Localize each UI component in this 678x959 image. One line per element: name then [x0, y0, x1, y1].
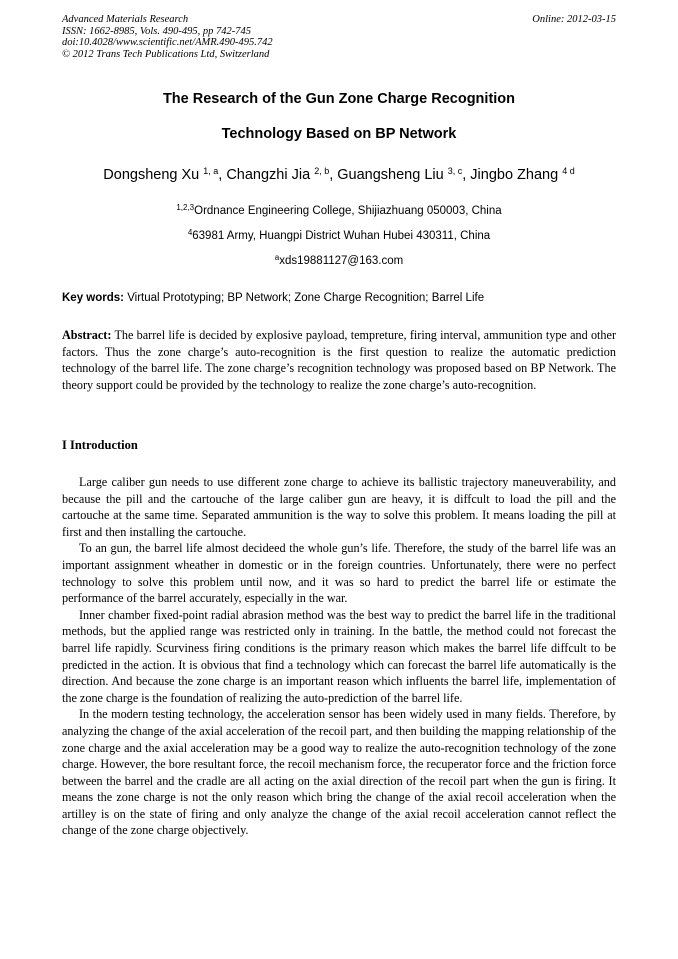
- keywords: [62, 292, 616, 304]
- paragraph: To an gun, the barrel life almost decideed the whole gun’s life. Therefore, the study of the barrel life was an important assignment wheather in domestic or in the foreign countries. Unfortunately, there were no perfect technology to solve this problem until now, and it was so hard to predict the barrel life or estimate the performance of the barrel accurately, especially in the war.: [62, 541, 616, 606]
- abstract-label: Abstract:: [62, 328, 112, 342]
- author-affiliation-mark: 3, c: [447, 166, 463, 176]
- author-affiliation-mark: 1, a: [203, 166, 219, 176]
- paragraph: In the modern testing technology, the acceleration sensor has been widely used in many fields. Therefore, by analyzing the change of the axial acceleration of the recoil part, and then building the mapping relationship of the zone charge and the axial acceleration may be a good way to realize the auto-recognition technology of the zone charge. However, the bore resultant force, the recoil mechanism force, the recuperator force and the friction force between the barrel and the cradle are all acting on the axial direction of the recoil part when the gun is firing. It means the zone charge is not the only reason which bring the change of the axial recoil acceleration when the artilley is on the state of firing and only analyze the change of the axial recoil acceleration cannot reflect the change of the zone charge objectively.: [62, 707, 616, 838]
- paragraph: Large caliber gun needs to use different zone charge to achieve its ballistic trajectory maneuverability, and because the pill and the cartouche of the large caliber gun are heavy, it is diffcult to load the pill and the cartouche at the same time. Separated ammunition is the way to solve this problem. It means loading the pill at first and then installing the cartouche.: [62, 475, 616, 539]
- journal-name: Advanced Materials Research: [62, 14, 189, 25]
- affiliation-text: 63981 Army, Huangpi District Wuhan Hubei 430311, China: [192, 230, 491, 242]
- author-name: Dongsheng Xu: [103, 167, 200, 183]
- author-affiliation-mark: 2, b: [314, 166, 330, 176]
- paper-title-line-1: The Research of the Gun Zone Charge Recognition: [162, 91, 516, 107]
- affiliation-email: [62, 253, 616, 267]
- affiliation-2: [62, 228, 616, 242]
- abstract-text: The barrel life is decided by explosive payload, tempreture, firing interval, ammunition type and other factors. Thus the zone charge’s auto-recognition is the first question to realize the automatic prediction technology of the barrel life. The zone charge’s recognition technology was proposed based on BP Network. The theory support could be provided by the technology to realize the zone charge’s auto-recognition.: [62, 328, 616, 392]
- author-affiliation-mark: 4 d: [562, 166, 575, 176]
- issn-line: ISSN: 1662-8985, Vols. 490-495, pp 742-745: [62, 25, 251, 37]
- affiliation-mark: a: [274, 253, 280, 262]
- affiliation-mark: 4: [187, 228, 193, 237]
- paper-title-line-2: Technology Based on BP Network: [221, 126, 457, 142]
- copyright-line: © 2012 Trans Tech Publications Ltd, Switzerland: [62, 48, 270, 60]
- paragraph: Inner chamber fixed-point radial abrasion method was the best way to predict the barrel life in the traditional methods, but the applied range was restricted only in training. In the battle, the method could not forecast the barrel life rapidly. Scurviness firing conditions is the primary reason which makes the barrel life diffcult to be predicted in the action. It is obvious that find a technology which can forecast the barrel life automatically is the direction. And because the zone charge is an important reason which influents the barrel life, implementation of the zone charge is the foundation of realizing the auto-prediction of the barrel life.: [62, 607, 616, 705]
- affiliation-text: Ordnance Engineering College, Shijiazhuang 050003, China: [194, 205, 502, 217]
- introduction-body: [62, 474, 616, 839]
- online-date: Online: 2012-03-15: [532, 14, 616, 25]
- email-text: xds19881127@163.com: [279, 255, 404, 267]
- keywords-text: Virtual Prototyping; BP Network; Zone Charge Recognition; Barrel Life: [127, 292, 485, 304]
- author-list: Dongsheng Xu $^{1, a}$, Changzhi Jia $^{2, b}$, Guangsheng Liu $^{3, c}$, Jingbo Zhang $^{4 d}$: [103, 166, 575, 183]
- affiliation-1: [62, 203, 616, 217]
- author-name: Jingbo Zhang: [470, 167, 559, 183]
- author-name: Guangsheng Liu: [337, 167, 444, 183]
- section-heading: I Introduction: [62, 438, 138, 452]
- journal-header: [62, 14, 616, 60]
- author-name: Changzhi Jia: [226, 167, 311, 183]
- abstract: [62, 327, 616, 393]
- doi-line: doi:10.4028/www.scientific.net/AMR.490-495.742: [62, 37, 273, 48]
- affiliation-mark: 1,2,3: [176, 203, 195, 212]
- keywords-label: Key words:: [62, 292, 124, 304]
